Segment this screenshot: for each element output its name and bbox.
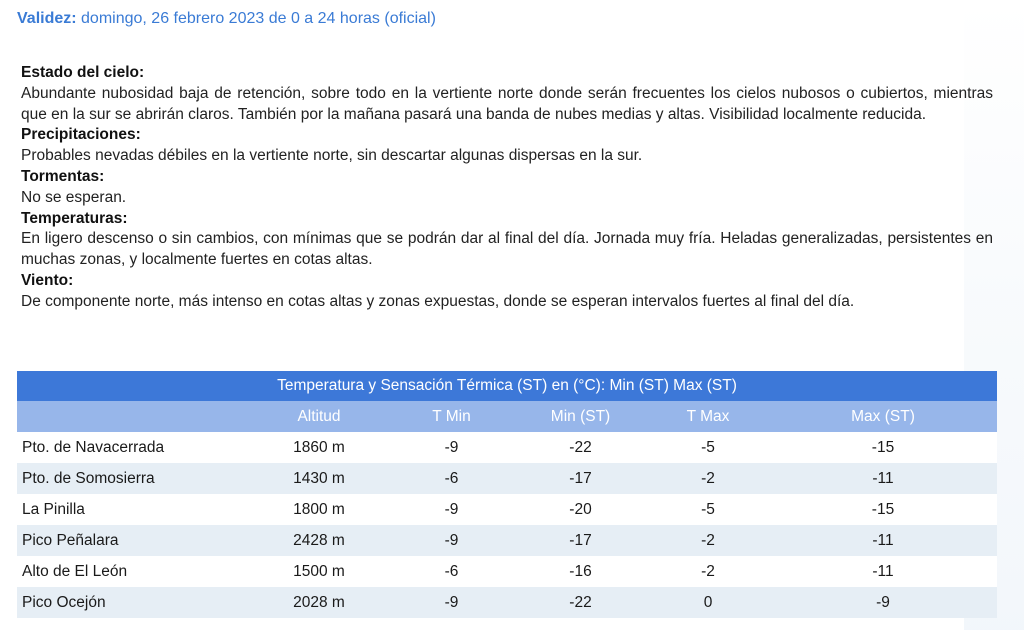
cell-altitude: 1500 m — [249, 556, 389, 587]
storms-heading: Tormentas: — [21, 167, 105, 185]
cell-tmin: -9 — [389, 587, 514, 618]
cell-tmax: 0 — [647, 587, 769, 618]
cell-min-st: -17 — [514, 525, 647, 556]
validity-label: Validez: — [17, 10, 77, 27]
cell-max-st: -15 — [769, 432, 997, 463]
validity-value: domingo, 26 febrero 2023 de 0 a 24 horas (oficial) — [81, 10, 436, 27]
cell-min-st: -17 — [514, 463, 647, 494]
cell-altitude: 1800 m — [249, 494, 389, 525]
table-row — [17, 463, 997, 494]
cell-tmin: -6 — [389, 556, 514, 587]
table-row — [17, 494, 997, 525]
table-row — [17, 525, 997, 556]
cell-max-st: -11 — [769, 525, 997, 556]
wind-text: De componente norte, más intenso en cotas altas y zonas expuestas, donde se esperan intervalos fuertes al final del día. — [21, 292, 855, 310]
col-header-max-st: Max (ST) — [769, 401, 997, 432]
temps-text: En ligero descenso o sin cambios, con mínimas que se podrán dar al final del día. Jornada muy fría. Heladas generalizadas, persistentes en muchas zonas, y localmente fuertes en cotas altas. — [21, 230, 993, 269]
col-header-location — [17, 401, 249, 432]
cell-location: Pto. de Navacerrada — [17, 432, 249, 463]
cell-max-st: -9 — [769, 587, 997, 618]
col-header-tmin: T Min — [389, 401, 514, 432]
temperature-table — [17, 371, 997, 618]
table-caption: Temperatura y Sensación Térmica (ST) en (°C): Min (ST) Max (ST) — [17, 371, 997, 401]
table-row — [17, 587, 997, 618]
table-header-row — [17, 401, 997, 432]
cell-min-st: -20 — [514, 494, 647, 525]
cell-max-st: -11 — [769, 556, 997, 587]
cell-max-st: -11 — [769, 463, 997, 494]
table-row — [17, 432, 997, 463]
col-header-altitude: Altitud — [249, 401, 389, 432]
validity-line — [17, 9, 436, 29]
cell-location: Alto de El León — [17, 556, 249, 587]
cell-tmin: -6 — [389, 463, 514, 494]
cell-min-st: -22 — [514, 432, 647, 463]
wind-heading: Viento: — [21, 271, 74, 289]
cell-min-st: -22 — [514, 587, 647, 618]
temps-heading: Temperaturas: — [21, 209, 128, 227]
sky-heading: Estado del cielo: — [21, 64, 145, 81]
cell-location: Pto. de Somosierra — [17, 463, 249, 494]
cell-tmax: -2 — [647, 556, 769, 587]
cell-tmax: -2 — [647, 463, 769, 494]
forecast-section — [21, 63, 993, 313]
cell-tmax: -5 — [647, 494, 769, 525]
col-header-tmax: T Max — [647, 401, 769, 432]
cell-max-st: -15 — [769, 494, 997, 525]
cell-tmin: -9 — [389, 494, 514, 525]
cell-location: Pico Ocejón — [17, 587, 249, 618]
cell-altitude: 1430 m — [249, 463, 389, 494]
cell-tmax: -5 — [647, 432, 769, 463]
sky-text: Abundante nubosidad baja de retención, sobre todo en la vertiente norte donde serán frecuentes los cielos nubosos o cubiertos, mientras que en la sur se abrirán claros. También por la mañana pasará una banda de nubes medias y altas. Visibilidad localmente reducida. — [21, 84, 993, 123]
cell-altitude: 1860 m — [249, 432, 389, 463]
col-header-min-st: Min (ST) — [514, 401, 647, 432]
cell-altitude: 2028 m — [249, 587, 389, 618]
precip-heading: Precipitaciones: — [21, 126, 141, 144]
cell-tmin: -9 — [389, 525, 514, 556]
cell-min-st: -16 — [514, 556, 647, 587]
cell-altitude: 2428 m — [249, 525, 389, 556]
cell-tmax: -2 — [647, 525, 769, 556]
cell-location: La Pinilla — [17, 494, 249, 525]
precip-text: Probables nevadas débiles en la vertiente norte, sin descartar algunas dispersas en la sur. — [21, 147, 643, 165]
cell-tmin: -9 — [389, 432, 514, 463]
table-row — [17, 556, 997, 587]
cell-location: Pico Peñalara — [17, 525, 249, 556]
storms-text: No se esperan. — [21, 188, 127, 206]
